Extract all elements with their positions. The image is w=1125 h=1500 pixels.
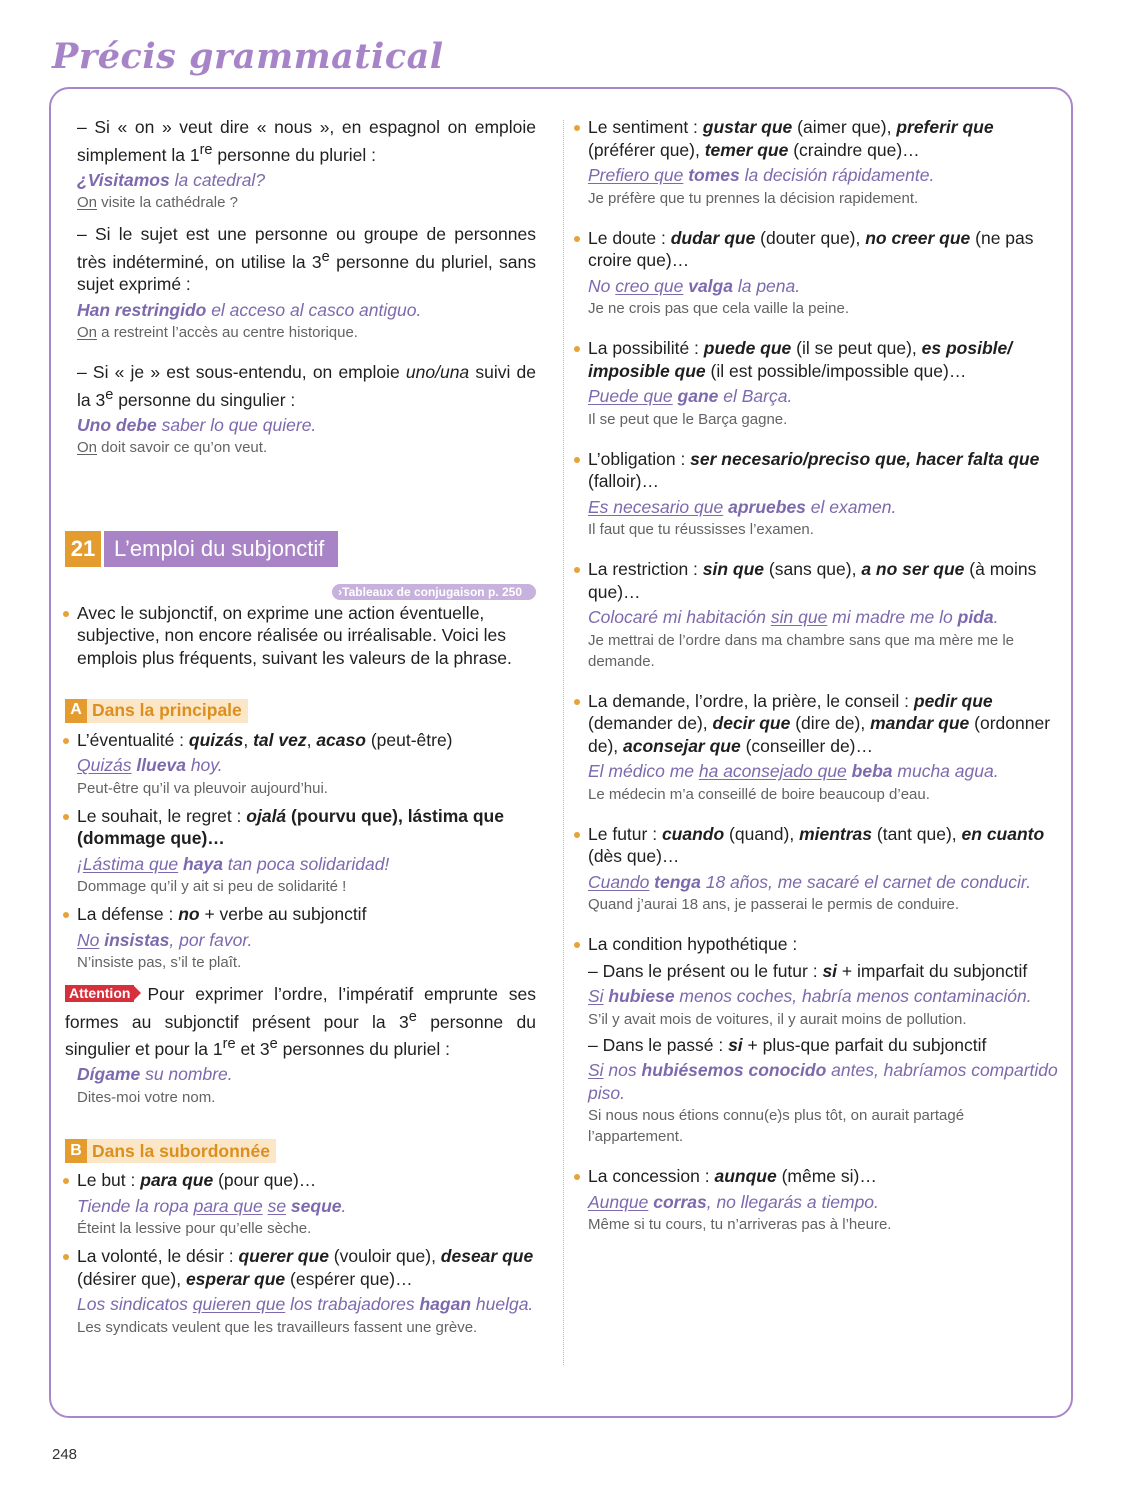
right-column xyxy=(588,116,1063,1235)
section-header xyxy=(65,531,536,567)
example-but: Tiende la ropa para que se seque. xyxy=(77,1195,347,1216)
item-eventualite: L’éventualité : quizás, tal vez, acaso (peut-être) xyxy=(63,729,536,752)
item-volonte: La volonté, le désir : querer que (vouloir que), desear que (désirer que), esperar que (espérer que)… xyxy=(63,1245,536,1290)
translation-indetermine: On a restreint l’accès au centre historique. xyxy=(77,324,358,342)
translation-condition-present: S’il y avait mois de voitures, il y aurait moins de pollution. xyxy=(588,1010,967,1028)
attention-badge: Attention xyxy=(65,985,134,1002)
section-title: L’emploi du subjonctif xyxy=(104,531,338,567)
translation-je: On doit savoir ce qu’on veut. xyxy=(77,439,268,457)
subsection-a-header xyxy=(65,699,248,723)
conjugation-link[interactable]: ›Tableaux de conjugaison p. 250 xyxy=(332,584,536,600)
example-obligation: Es necesario que apruebes el examen. xyxy=(588,496,897,517)
translation-defense: N’insiste pas, s’il te plaît. xyxy=(77,954,242,972)
item-futur: Le futur : cuando (quand), mientras (tant que), en cuanto (dès que)… xyxy=(574,823,1063,868)
rule-indetermine: – Si le sujet est une personne ou groupe de personnes très indéterminé, on utilise la 3e personne du pluriel, sans sujet exprimé : xyxy=(77,224,537,295)
page-number: 248 xyxy=(52,1446,78,1463)
section-intro: Avec le subjonctif, on exprime une action éventuelle, subjective, non encore réalisée ou irréalisable. Voici les emplois plus fréquents, suivant les valeurs de la phrase. xyxy=(63,602,536,670)
item-demande: La demande, l’ordre, la prière, le conseil : pedir que (demander de), decir que (dire de), mandar que (ordonner de), aconsejar que (conseiller de)… xyxy=(574,690,1063,758)
translation-on-nous: On visite la cathédrale ? xyxy=(77,194,238,212)
translation-demande: Le médecin m’a conseillé de boire beaucoup d’eau. xyxy=(588,785,930,803)
example-eventualite: Quizás llueva hoy. xyxy=(77,755,223,776)
subsection-b-letter: B xyxy=(65,1139,87,1163)
example-condition-passe: Si nos hubiésemos conocido antes, habríamos compartido piso. xyxy=(588,1060,1058,1103)
subsection-b-title: Dans la subordonnée xyxy=(92,1140,270,1161)
page-title: Précis grammatical xyxy=(52,36,444,77)
example-attention: Dígame su nombre. xyxy=(77,1064,233,1085)
subsection-b-header xyxy=(65,1139,276,1163)
translation-obligation: Il faut que tu réussisses l’examen. xyxy=(588,521,814,538)
condition-passe: – Dans le passé : si + plus-que parfait du subjonctif xyxy=(588,1034,987,1055)
example-restriction: Colocaré mi habitación sin que mi madre me lo pida. xyxy=(588,607,999,627)
subsection-a-title: Dans la principale xyxy=(92,700,242,721)
item-souhait: Le souhait, le regret : ojalá (pourvu que), lástima que (dommage que)… xyxy=(63,805,536,850)
item-concession: La concession : aunque (même si)… xyxy=(574,1165,1063,1188)
item-doute: Le doute : dudar que (douter que), no creer que (ne pas croire que)… xyxy=(574,227,1063,272)
rule-je: – Si « je » est sous-entendu, on emploie uno/una suivi de la 3e personne du singulier : xyxy=(77,362,536,410)
attention-note: Attention Pour exprimer l’ordre, l’impératif emprunte ses formes au subjonctif présent pour la 3e personne du singulier et pour la 1re et 3e personnes du pluriel : xyxy=(65,984,536,1059)
item-obligation: L’obligation : ser necesario/preciso que, hacer falta que (falloir)… xyxy=(574,448,1063,493)
example-sentiment: Prefiero que tomes la decisión rápidamente. xyxy=(588,165,935,185)
rule-on-nous: – Si « on » veut dire « nous », en espagnol on emploie simplement la 1re personne du pluriel : xyxy=(77,117,536,165)
item-restriction: La restriction : sin que (sans que), a no ser que (à moins que)… xyxy=(574,558,1063,603)
translation-souhait: Dommage qu’il y ait si peu de solidarité ! xyxy=(77,878,347,896)
item-defense: La défense : no + verbe au subjonctif xyxy=(63,903,536,926)
example-indetermine: Han restringido el acceso al casco antiguo. xyxy=(77,299,422,320)
item-condition: La condition hypothétique : xyxy=(574,933,1063,956)
translation-condition-passe: Si nous nous étions connu(e)s plus tôt, on aurait partagé l’appartement. xyxy=(588,1107,965,1145)
example-concession: Aunque corras, no llegarás a tiempo. xyxy=(588,1191,879,1212)
condition-present: – Dans le présent ou le futur : si + imparfait du subjonctif xyxy=(588,960,1028,981)
example-je: Uno debe saber lo que quiere. xyxy=(77,414,317,435)
attention-arrow-icon xyxy=(134,986,141,1000)
example-futur: Cuando tenga 18 años, me sacaré el carnet de conducir. xyxy=(588,871,1031,892)
example-defense: No insistas, por favor. xyxy=(77,929,253,950)
translation-restriction: Je mettrai de l’ordre dans ma chambre sans que ma mère me le demande. xyxy=(588,631,1015,670)
item-possibilite: La possibilité : puede que (il se peut que), es posible/ imposible que (il est possible/impossible que)… xyxy=(574,337,1063,382)
left-column xyxy=(65,116,537,1338)
translation-doute: Je ne crois pas que cela vaille la peine. xyxy=(588,300,849,317)
example-condition-present: Si hubiese menos coches, habría menos contaminación. xyxy=(588,986,1032,1006)
example-possibilite: Puede que gane el Barça. xyxy=(588,386,793,406)
translation-attention: Dites-moi votre nom. xyxy=(77,1088,216,1106)
example-on-nous: ¿Visitamos la catedral? xyxy=(77,169,266,190)
translation-volonte: Les syndicats veulent que les travailleurs fassent une grève. xyxy=(77,1318,478,1336)
subsection-a-letter: A xyxy=(65,699,87,723)
translation-eventualite: Peut-être qu’il va pleuvoir aujourd’hui. xyxy=(77,779,328,797)
translation-concession: Même si tu cours, tu n’arriveras pas à l’heure. xyxy=(588,1216,892,1233)
item-sentiment: Le sentiment : gustar que (aimer que), preferir que (préférer que), temer que (craindre que)… xyxy=(574,116,1063,161)
translation-sentiment: Je préfère que tu prennes la décision rapidement. xyxy=(588,189,919,207)
translation-possibilite: Il se peut que le Barça gagne. xyxy=(588,410,788,428)
column-divider xyxy=(563,120,564,1365)
translation-but: Éteint la lessive pour qu’elle sèche. xyxy=(77,1220,312,1238)
example-volonte: Los sindicatos quieren que los trabajadores hagan huelga. xyxy=(77,1294,534,1315)
section-number: 21 xyxy=(65,531,101,567)
example-doute: No creo que valga la pena. xyxy=(588,275,801,296)
translation-futur: Quand j’aurai 18 ans, je passerai le permis de conduire. xyxy=(588,896,960,913)
example-souhait: ¡Lástima que haya tan poca solidaridad! xyxy=(77,853,390,874)
item-but: Le but : para que (pour que)… xyxy=(63,1169,536,1192)
example-demande: El médico me ha aconsejado que beba mucha agua. xyxy=(588,761,999,781)
